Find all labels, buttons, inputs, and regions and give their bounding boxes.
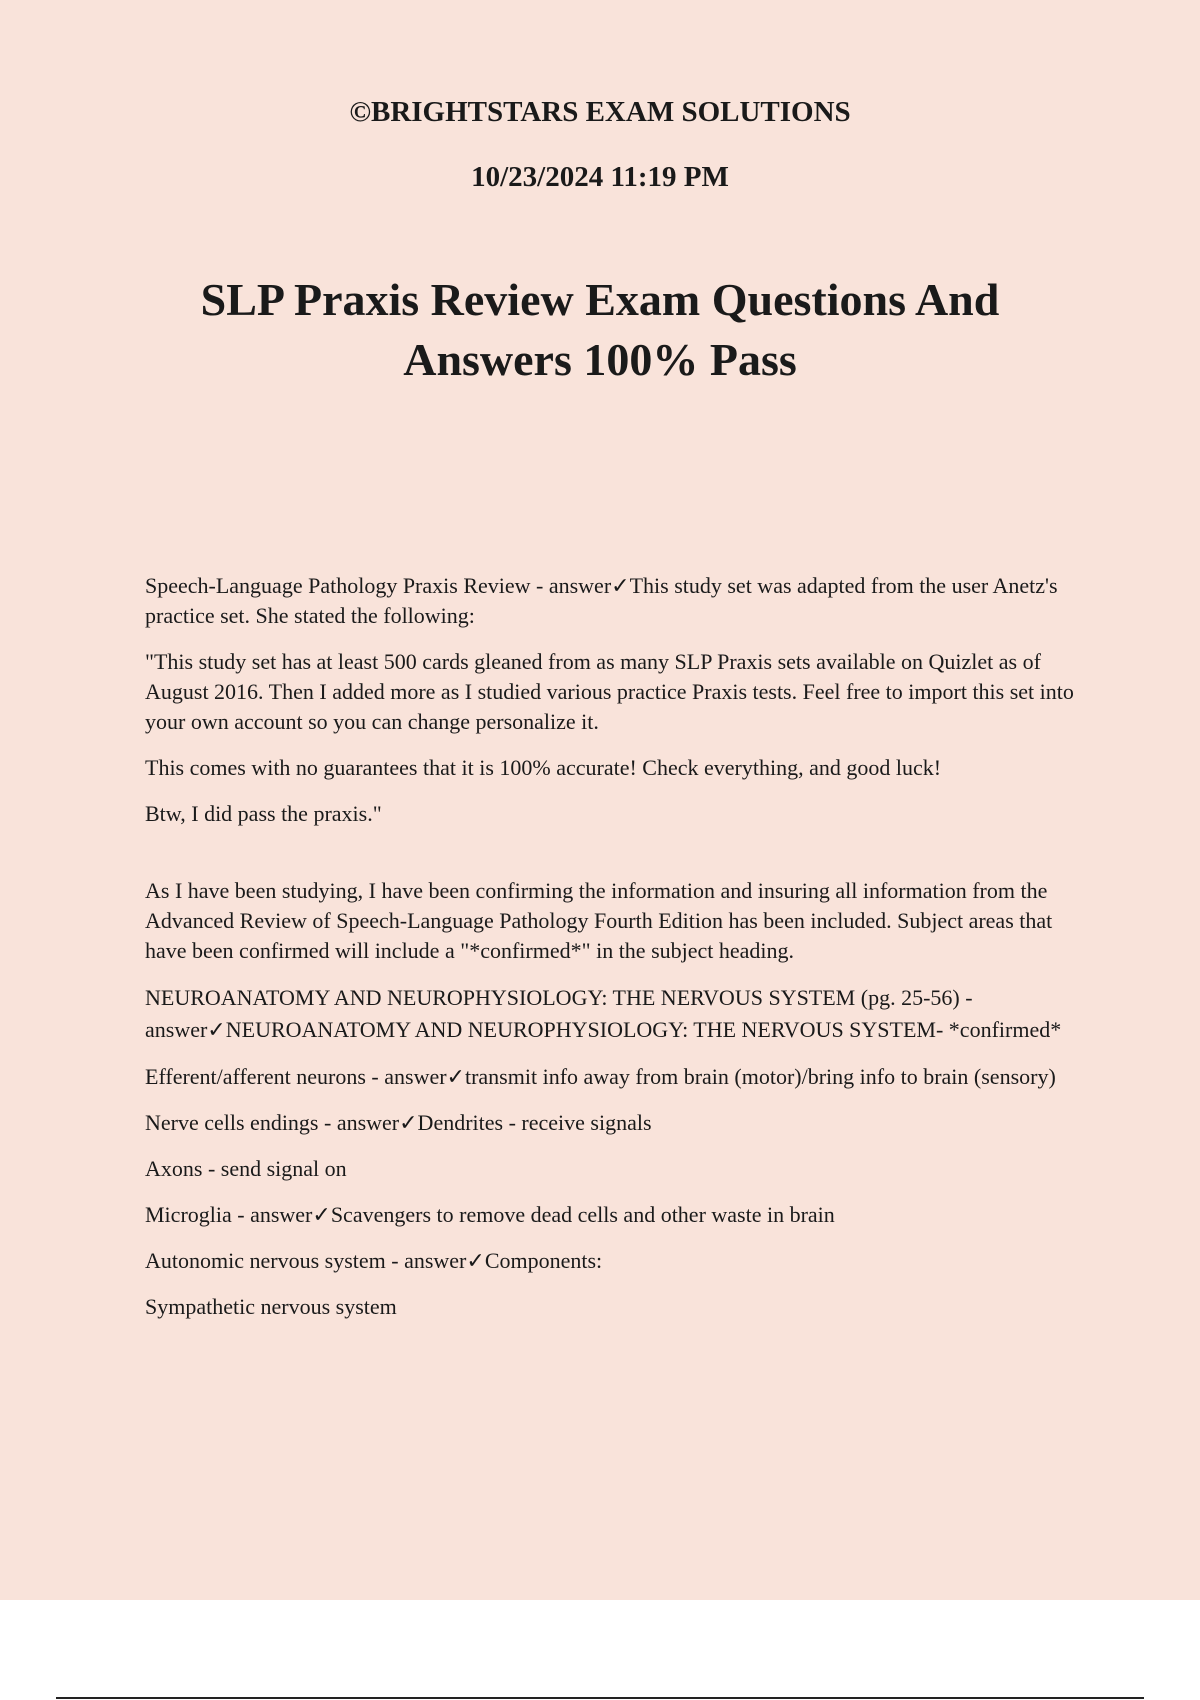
company-header: ©BRIGHTSTARS EXAM SOLUTIONS	[349, 96, 851, 128]
qa-item-axons: Axons - send signal on	[145, 1156, 347, 1181]
date-header: 10/23/2024 11:19 PM	[471, 161, 729, 193]
paragraph-guarantee: This comes with no guarantees that it is 100% accurate! Check everything, and good luck!	[145, 755, 942, 780]
paragraph-btw: Btw, I did pass the praxis."	[145, 801, 382, 826]
qa-item-autonomic: Autonomic nervous system - answer✓Components:	[145, 1248, 603, 1273]
qa-item-efferent: Efferent/afferent neurons - answer✓transmit info away from brain (motor)/bring info to brain (sensory)	[145, 1064, 1056, 1089]
qa-item-sympathetic: Sympathetic nervous system	[145, 1294, 397, 1319]
paragraph-intro: Speech-Language Pathology Praxis Review - answer✓This study set was adapted from the user Anetz's practice set. She stated the following:	[145, 573, 1058, 628]
qa-item-neuroanatomy: NEUROANATOMY AND NEUROPHYSIOLOGY: THE NERVOUS SYSTEM (pg. 25-56) - answer✓NEUROANATOMY AND NEUROPHYSIOLOGY: THE NERVOUS SYSTEM- *confirmed*	[145, 985, 1062, 1042]
document-title: SLP Praxis Review Exam Questions And Answers 100% Pass	[200, 274, 1000, 385]
paragraph-quote: "This study set has at least 500 cards gleaned from as many SLP Praxis sets available on Quizlet as of August 2016. Then I added more as I studied various practice Praxis tests. Feel free to import this set into your own account so you can change personalize it.	[145, 649, 1074, 734]
page-separator-line	[56, 1697, 1144, 1699]
qa-item-nerve-endings: Nerve cells endings - answer✓Dendrites - receive signals	[145, 1110, 652, 1135]
document-body	[145, 571, 1085, 1338]
qa-item-microglia: Microglia - answer✓Scavengers to remove dead cells and other waste in brain	[145, 1202, 835, 1227]
paragraph-studying: As I have been studying, I have been confirming the information and insuring all information from the Advanced Review of Speech-Language Pathology Fourth Edition has been included. Subject areas that have been confirmed will include a "*confirmed*" in the subject heading.	[145, 878, 1053, 963]
